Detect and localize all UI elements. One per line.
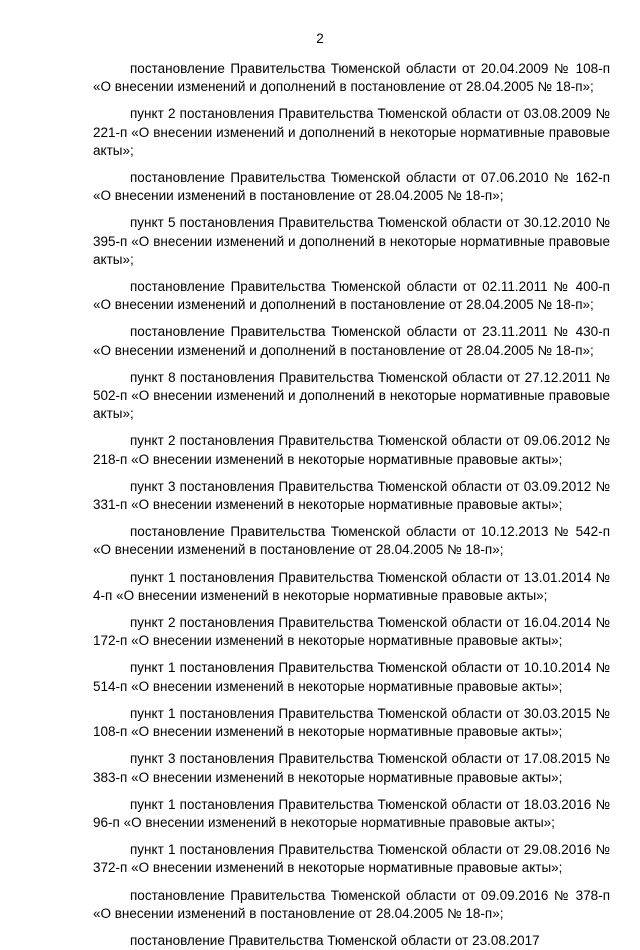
paragraph: пункт 1 постановления Правительства Тюменской области от 30.03.2015 № 108-п «О внесении изменений в некоторые нормативные правовые акты»; <box>93 705 610 740</box>
paragraph: постановление Правительства Тюменской области от 10.12.2013 № 542-п «О внесении изменений в постановление от 28.04.2005 № 18-п»; <box>93 524 610 558</box>
paragraph: пункт 2 постановления Правительства Тюменской области от 16.04.2014 № 172-п «О внесении изменений в некоторые нормативные правовые акты»; <box>93 615 610 649</box>
paragraph: пункт 2 постановления Правительства Тюменской области от 03.08.2009 № 221-п «О внесении изменений и дополнений в некоторые нормативные правовые акты»; <box>93 106 610 158</box>
paragraph: постановление Правительства Тюменской области от 23.08.2017 <box>130 932 540 948</box>
paragraph: пункт 2 постановления Правительства Тюменской области от 09.06.2012 № 218-п «О внесении изменений в некоторые нормативные правовые акты»; <box>93 433 610 467</box>
paragraph: пункт 3 постановления Правительства Тюменской области от 03.09.2012 № 331-п «О внесении изменений в некоторые нормативные правовые акты»; <box>93 478 610 513</box>
paragraph: постановление Правительства Тюменской области от 02.11.2011 № 400-п «О внесении изменений и дополнений в постановление от 28.04.2005 № 18-п»; <box>93 279 610 313</box>
paragraph: пункт 1 постановления Правительства Тюменской области от 29.08.2016 № 372-п «О внесении изменений в некоторые нормативные правовые акты»; <box>93 842 610 876</box>
paragraph: пункт 1 постановления Правительства Тюменской области от 13.01.2014 № 4-п «О внесении изменений в некоторые нормативные правовые акты»; <box>93 569 610 603</box>
paragraph: пункт 3 постановления Правительства Тюменской области от 17.08.2015 № 383-п «О внесении изменений в некоторые нормативные правовые акты»; <box>93 751 610 785</box>
document-body <box>93 60 610 950</box>
paragraph: постановление Правительства Тюменской области от 23.11.2011 № 430-п «О внесении изменений и дополнений в постановление от 28.04.2005 № 18-п»; <box>93 324 610 358</box>
paragraph: пункт 5 постановления Правительства Тюменской области от 30.12.2010 № 395-п «О внесении изменений и дополнений в некоторые нормативные правовые акты»; <box>93 215 610 267</box>
paragraph: пункт 8 постановления Правительства Тюменской области от 27.12.2011 № 502-п «О внесении изменений и дополнений в некоторые нормативные правовые акты»; <box>93 369 610 422</box>
paragraph: пункт 1 постановления Правительства Тюменской области от 18.03.2016 № 96-п «О внесении изменений в некоторые нормативные правовые акты»; <box>93 796 610 830</box>
paragraph: постановление Правительства Тюменской области от 07.06.2010 № 162-п «О внесении изменений в постановление от 28.04.2005 № 18-п»; <box>93 170 610 204</box>
paragraph: постановление Правительства Тюменской области от 20.04.2009 № 108-п «О внесении изменений и дополнений в постановление от 28.04.2005 № 18-п»; <box>93 61 610 95</box>
paragraph: постановление Правительства Тюменской области от 09.09.2016 № 378-п «О внесении изменений в постановление от 28.04.2005 № 18-п»; <box>93 887 610 921</box>
page-number: 2 <box>316 31 324 46</box>
paragraph: пункт 1 постановления Правительства Тюменской области от 10.10.2014 № 514-п «О внесении изменений в некоторые нормативные правовые акты»; <box>93 660 610 694</box>
